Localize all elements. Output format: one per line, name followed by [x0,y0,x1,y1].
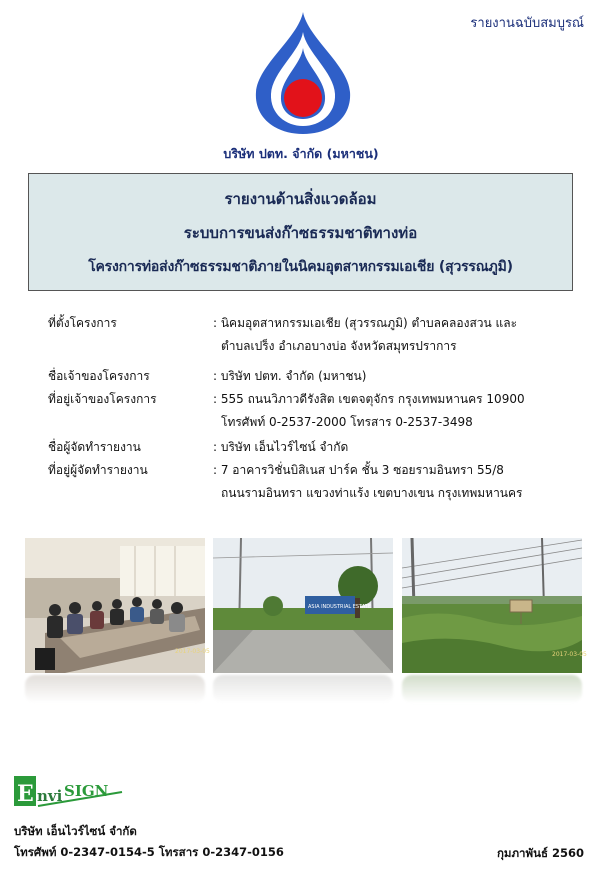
info-value: ถนนรามอินทรา แขวงท่าแร้ง เขตบางเขน กรุงเทพมหานคร [221,486,523,500]
info-label: ชื่อผู้จัดทำรายงาน [48,440,141,454]
info-label: ชื่อเจ้าของโครงการ [48,369,150,383]
title-line-3: โครงการท่อส่งก๊าซธรรมชาติภายในนิคมอุตสาหกรรมเอเชีย (สุวรรณภูมิ) [88,259,513,275]
company-name-top: บริษัท ปตท. จำกัด (มหาชน) [223,146,379,161]
info-value: : บริษัท ปตท. จำกัด (มหาชน) [213,369,367,383]
field-site-photo [402,538,587,673]
title-line-1: รายงานด้านสิ่งแวดล้อม [224,190,377,208]
estate-entrance-photo [213,538,393,673]
estate-entrance-photo-reflection [213,675,393,703]
envisign-logo-sign: SIGN [64,782,109,800]
info-value: โทรศัพท์ 0-2537-2000 โทรสาร 0-2537-3498 [221,415,473,429]
report-date: กุมภาพันธ์ 2560 [496,846,584,860]
info-label: ที่อยู่เจ้าของโครงการ [48,392,157,406]
info-value: : 7 อาคารวิชั่นบิสิเนส ปาร์ค ชั้น 3 ซอยรามอินทรา 55/8 [213,463,504,477]
photo-date-stamp: 2017-03-05 [175,648,210,655]
info-value: : 555 ถนนวิภาวดีรังสิต เขตจตุจักร กรุงเทพมหานคร 10900 [213,392,525,406]
ptt-flame-logo-icon [248,10,358,135]
field-site-photo-reflection [402,675,582,703]
info-value: : บริษัท เอ็นไวร์ไซน์ จำกัด [213,440,349,454]
footer-phone: โทรศัพท์ 0-2347-0154-5 โทรสาร 0-2347-0156 [14,845,284,859]
info-value: : นิคมอุตสาหกรรมเอเชีย (สุวรรณภูมิ) ตำบลคลองสวน และ [213,316,518,330]
title-line-2: ระบบการขนส่งก๊าซธรรมชาติทางท่อ [183,224,418,242]
envisign-logo-icon [14,772,126,812]
envisign-logo-nvi: nvi [37,787,63,805]
meeting-room-photo [25,538,210,673]
estate-sign-text: ASIA INDUSTRIAL ESTATE [308,604,372,610]
title-box [28,173,573,291]
footer-company-name: บริษัท เอ็นไวร์ไซน์ จำกัด [14,824,137,838]
photo-date-stamp: 2017-03-05 [552,651,587,658]
info-label: ที่อยู่ผู้จัดทำรายงาน [48,463,148,477]
info-label: ที่ตั้งโครงการ [48,316,117,330]
envisign-logo-e: E [17,781,34,807]
meeting-room-photo-reflection [25,675,205,703]
report-type-label: รายงานฉบับสมบูรณ์ [470,16,584,31]
info-value: ตำบลเปร็ง อำเภอบางบ่อ จังหวัดสมุทรปราการ [221,339,457,353]
